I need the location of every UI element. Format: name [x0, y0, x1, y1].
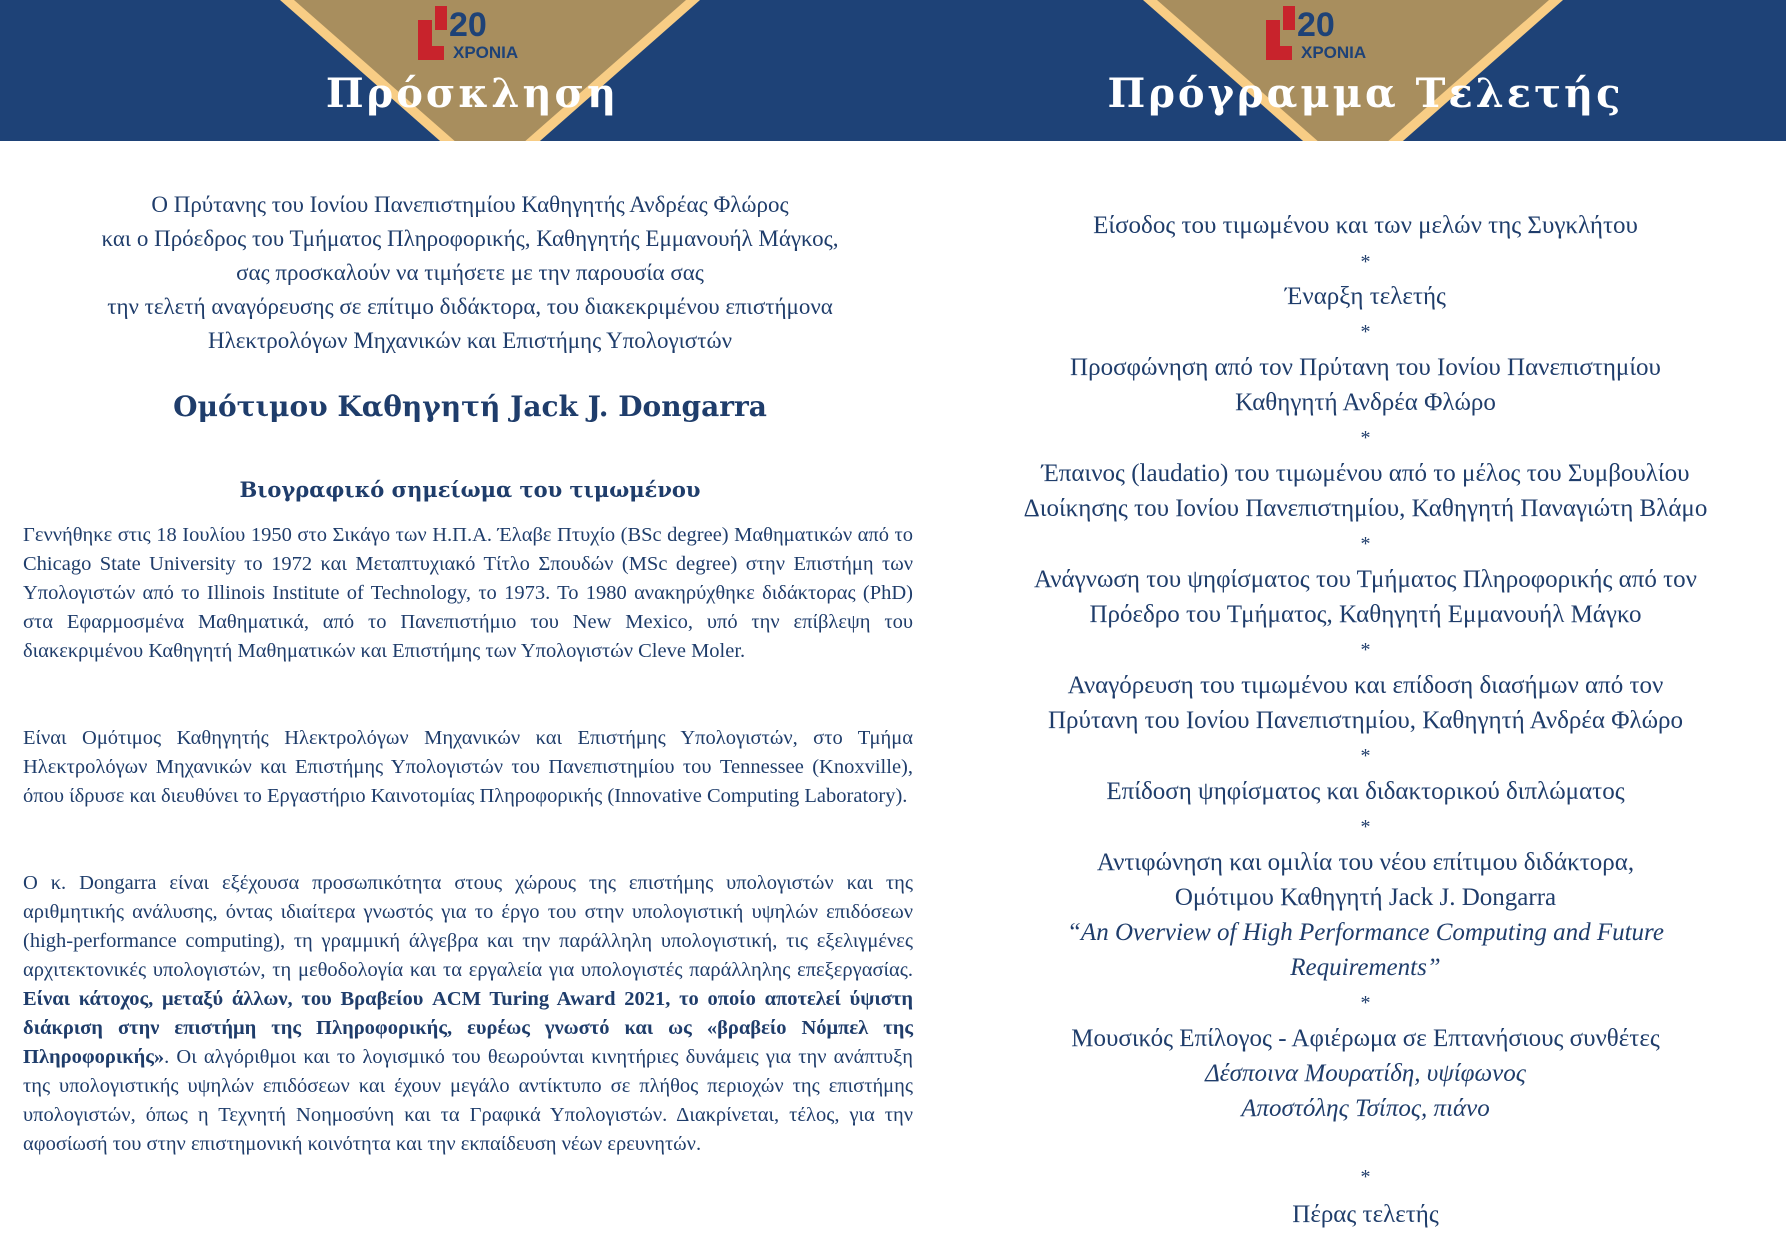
anniversary-logo [413, 2, 563, 62]
honoree-name: Ομότιμου Καθηγητή Jack J. Dongarra [173, 390, 767, 423]
performer: Αποστόλης Τσίπος, πιάνο [1241, 1095, 1490, 1122]
bio-paragraph-3 [23, 869, 913, 1159]
program-separator: * [1360, 816, 1371, 838]
intro-line: Ο Πρύτανης του Ιονίου Πανεπιστημίου Καθηγητής Ανδρέας Φλώρος [151, 192, 789, 217]
performer: Δέσποινα Μουρατίδη, υψίφωνος [1205, 1060, 1526, 1087]
program-title: Πρόγραμμα Τελετής [1107, 70, 1624, 117]
intro-line: σας προσκαλούν να τιμήσετε με την παρουσία σας [236, 260, 704, 285]
program-item: Πέρας τελετής [1292, 1201, 1439, 1228]
logo-word: ΧΡΟΝΙΑ [453, 43, 519, 62]
intro-line: Ηλεκτρολόγων Μηχανικών και Επιστήμης Υπολογιστών [208, 328, 732, 353]
program-item: Μουσικός Επίλογος - Αφιέρωμα σε Επτανήσιους συνθέτες [1071, 1025, 1660, 1052]
program-separator: * [1360, 639, 1371, 661]
invitation-banner [0, 0, 945, 141]
program-item: Ομότιμου Καθηγητή Jack J. Dongarra [1174, 884, 1557, 911]
program-separator: * [1360, 992, 1371, 1014]
program-item: Έναρξη τελετής [1285, 283, 1446, 310]
program-item: Επίδοση ψηφίσματος και διδακτορικού διπλώματος [1106, 778, 1625, 805]
program-separator: * [1360, 1166, 1371, 1188]
program-item: Καθηγητή Ανδρέα Φλώρο [1235, 389, 1496, 416]
bio-paragraph-2: Είναι Ομότιμος Καθηγητής Ηλεκτρολόγων Μηχανικών και Επιστήμης Υπολογιστών, στο Τμήμα Ηλεκτρολόγων Μηχανικών και Επιστήμης Υπολογιστών του Πανεπιστημίου του Tennessee (Knoxville), όπου ίδρυσε και διευθύνει το Εργαστήριο Καινοτομίας Πληροφορικής (Innovative Computing Laboratory). [23, 727, 913, 807]
program-separator: * [1360, 427, 1371, 449]
lecture-title: Requirements” [1290, 954, 1441, 981]
logo-word: ΧΡΟΝΙΑ [1301, 43, 1367, 62]
program-item: Διοίκησης του Ιονίου Πανεπιστημίου, Καθηγητή Παναγιώτη Βλάμο [1023, 495, 1708, 522]
anniversary-logo [1261, 2, 1411, 62]
program-item: Αντιφώνηση και ομιλία του νέου επίτιμου διδάκτορα, [1096, 849, 1635, 876]
logo-number: 20 [1297, 6, 1335, 44]
invitation-intro [40, 188, 900, 358]
invitation-title: Πρόσκληση [325, 70, 620, 117]
program-item: Πρόεδρο του Τμήματος, Καθηγητή Εμμανουήλ Μάγκο [1089, 601, 1642, 628]
bio-p3-end: . Οι αλγόριθμοι και το λογισμικό του θεωρούνται κινητήριες δυνάμεις για την ανάπτυξη της υπολογιστικής υψηλών επιδόσεων και έχουν μεγάλο αντίκτυπο σε πλήθος περιοχών της επιστήμης υπολογιστών, όπως η Τεχνητή Νοημοσύνη και τα Γραφικά Υπολογιστών. Διακρίνεται, τέλος, για την αφοσίωσή του στην επιστημονική κοινότητα και την εκπαίδευση νέων ερευνητών. [23, 1046, 913, 1155]
bio-paragraph-1: Γεννήθηκε στις 18 Ιουλίου 1950 στο Σικάγο των Η.Π.Α. Έλαβε Πτυχίο (BSc degree) Μαθηματικών από το Chicago State University το 1972 και Μεταπτυχιακό Τίτλο Σπουδών (MSc degree) στην Επιστήμη των Υπολογιστών από το Illinois Institute of Technology, το 1973. Το 1980 ανακηρύχθηκε διδάκτορας (PhD) στα Εφαρμοσμένα Μαθηματικά, από το Πανεπιστήμιο του New Mexico, υπό την επίβλεψη του διακεκριμένου Καθηγητή Μαθηματικών και Επιστήμης των Υπολογιστών Cleve Moler. [23, 524, 913, 662]
program-item: Πρύτανη του Ιονίου Πανεπιστημίου, Καθηγητή Ανδρέα Φλώρο [1047, 707, 1684, 734]
program-item: Έπαινος (laudatio) του τιμωμένου από το μέλος του Συμβουλίου [1041, 460, 1690, 487]
intro-line: και ο Πρόεδρος του Τμήματος Πληροφορικής, Καθηγητής Εμμανουήλ Μάγκος, [101, 226, 839, 251]
program-item: Αναγόρευση του τιμωμένου και επίδοση διασήμων από τον [1067, 672, 1664, 699]
program-separator: * [1360, 321, 1371, 343]
program-item: Ανάγνωση του ψηφίσματος του Τμήματος Πληροφορικής από τον [1034, 566, 1697, 593]
bio-p3-start: Ο κ. Dongarra είναι εξέχουσα προσωπικότητα στους χώρους της επιστήμης υπολογιστών και της αριθμητικής ανάλυσης, όντας ιδιαίτερα γνωστός για το έργο του στην υπολογιστική υψηλών επιδόσεων (high-performance computing), τη γραμμική άλγεβρα και την παράλληλη υπολογιστική, τις εξελιγμένες αρχιτεκτονικές υπολογιστών, τη μεθοδολογία και τα εργαλεία για υπολογιστές παράλληλης επεξεργασίας. [23, 872, 913, 981]
program-separator: * [1360, 533, 1371, 555]
lecture-title: “An Overview of High Performance Computing and Future [1067, 919, 1664, 946]
program-banner [945, 0, 1786, 141]
program-separator: * [1360, 251, 1371, 273]
bio-heading: Βιογραφικό σημείωμα του τιμωμένου [239, 477, 701, 502]
program-separator: * [1360, 745, 1371, 767]
program-item: Προσφώνηση από τον Πρύτανη του Ιονίου Πανεπιστημίου [1070, 354, 1661, 381]
program-panel [945, 0, 1786, 1255]
intro-line: την τελετή αναγόρευσης σε επίτιμο διδάκτορα, του διακεκριμένου επιστήμονα [107, 294, 833, 319]
program-item: Είσοδος του τιμωμένου και των μελών της Συγκλήτου [1093, 212, 1638, 239]
bio-p3-highlight: Είναι κάτοχος, μεταξύ άλλων, του Βραβείου ACM Turing Award 2021, το οποίο αποτελεί ύψιστη διάκριση στην επιστήμη της Πληροφορικής, ευρέως γνωστό και ως «βραβείο Νόμπελ της Πληροφορικής» [23, 988, 913, 1068]
logo-number: 20 [449, 6, 487, 44]
